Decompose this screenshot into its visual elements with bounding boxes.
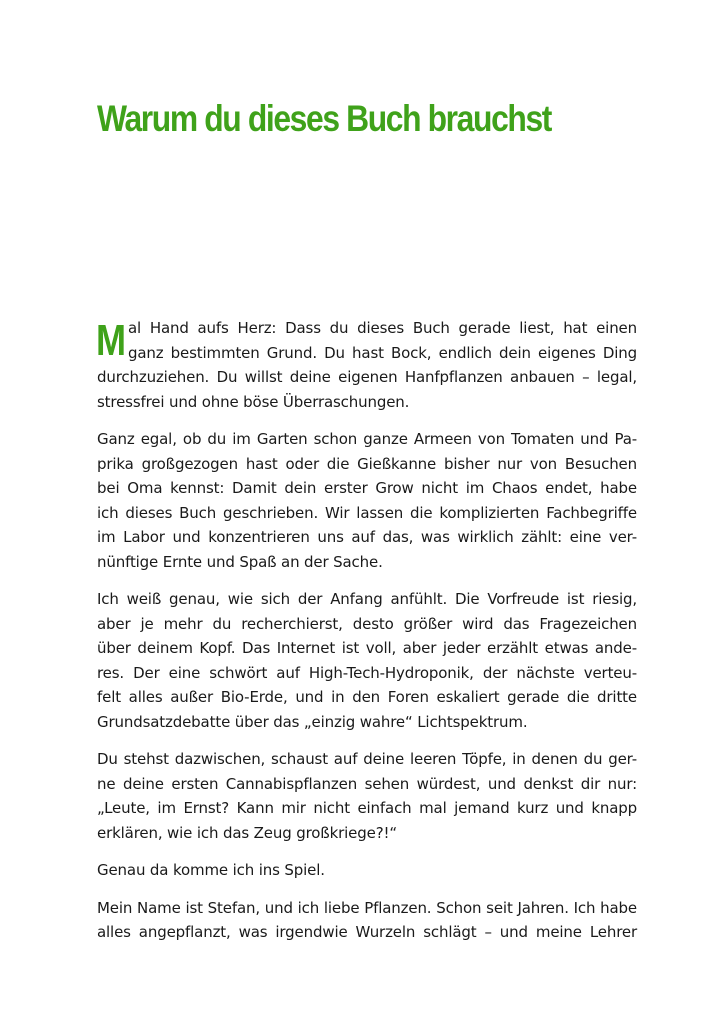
text-line: prika großgezogen hast oder die Gießkanne bisher nur von Besuchen	[97, 454, 637, 473]
paragraph-2	[97, 427, 637, 574]
text-line: Grundsatzdebatte über das „einzig wahre“ Lichtspektrum.	[97, 712, 528, 731]
text-line: res. Der eine schwört auf High-Tech-Hydroponik, der nächste verteu-	[97, 663, 637, 682]
text-line: Ganz egal, ob du im Garten schon ganze Armeen von Tomaten und Pa-	[97, 430, 637, 448]
text-line: Genau da komme ich ins Spiel.	[97, 861, 325, 879]
text-line: ich dieses Buch geschrieben. Wir lassen die komplizierten Fachbegriffe	[97, 503, 637, 522]
text-line: über deinem Kopf. Das Internet ist voll, aber jeder erzählt etwas ande-	[97, 639, 637, 657]
chapter-title: Warum du dieses Buch brauchst	[97, 98, 551, 139]
paragraph-1	[97, 316, 637, 414]
text-line: alles angepflanzt, was irgendwie Wurzeln schlägt – und meine Lehrer	[97, 923, 637, 941]
drop-cap: M	[96, 316, 126, 365]
text-line: ganz bestimmten Grund. Du hast Bock, endlich dein eigenes Ding	[128, 343, 637, 362]
text-line: „Leute, im Ernst? Kann mir nicht einfach mal jemand kurz und knapp	[97, 799, 637, 817]
text-line: stressfrei und ohne böse Überraschungen.	[97, 392, 410, 411]
paragraph-4	[97, 747, 637, 845]
text-line: felt alles außer Bio-Erde, und in den Foren eskaliert gerade die dritte	[97, 688, 637, 706]
text-line: durchzuziehen. Du willst deine eigenen Hanfpflanzen anbauen – legal,	[97, 368, 637, 386]
text-line: Du stehst dazwischen, schaust auf deine leeren Töpfe, in denen du ger-	[97, 750, 637, 768]
text-line: al Hand aufs Herz: Dass du dieses Buch gerade liest, hat einen	[128, 319, 637, 337]
text-line: nünftige Ernte und Spaß an der Sache.	[97, 552, 383, 571]
paragraph-3	[97, 587, 637, 734]
text-line: erklären, wie ich das Zeug großkriege?!“	[97, 823, 397, 842]
text-line: im Labor und konzentrieren uns auf das, was wirklich zählt: eine ver-	[97, 528, 637, 546]
text-line: Mein Name ist Stefan, und ich liebe Pflanzen. Schon seit Jahren. Ich habe	[97, 898, 637, 917]
text-line: bei Oma kennst: Damit dein erster Grow nicht im Chaos endet, habe	[97, 479, 637, 497]
text-line: ne deine ersten Cannabispflanzen sehen würdest, und denkst dir nur:	[97, 774, 637, 793]
paragraph-5	[97, 858, 637, 883]
text-line: aber je mehr du recherchierst, desto größer wird das Fragezeichen	[97, 614, 637, 633]
text-line: Ich weiß genau, wie sich der Anfang anfühlt. Die Vorfreude ist riesig,	[97, 590, 637, 608]
paragraph-6	[97, 896, 637, 945]
chapter-body	[97, 316, 637, 958]
